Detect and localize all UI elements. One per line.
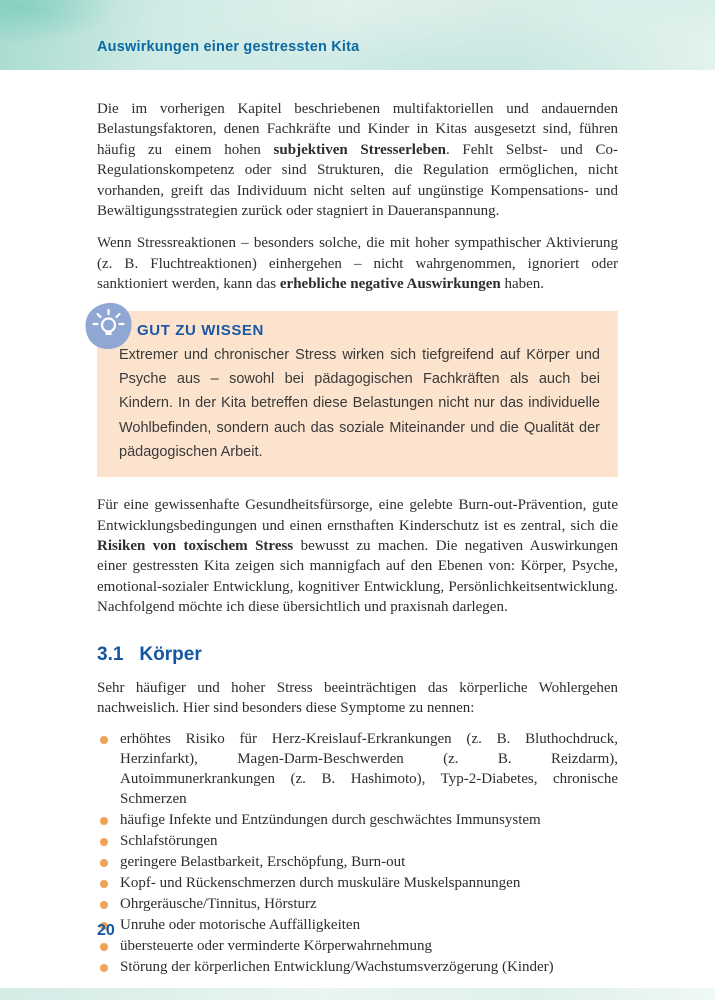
paragraph-2-text-end: haben. — [500, 276, 545, 293]
list-item — [97, 853, 618, 873]
list-item — [97, 958, 618, 978]
list-item-text: übersteuerte oder verminderte Körperwahrnehmung — [120, 937, 432, 954]
bullet-icon — [100, 943, 108, 951]
bullet-icon — [100, 817, 108, 825]
section-number: 3.1 — [97, 643, 124, 665]
bullet-icon — [100, 859, 108, 867]
page-number: 20 — [97, 922, 115, 939]
header-band — [0, 0, 715, 70]
footer-band — [0, 988, 715, 1000]
list-item-text: geringere Belastbarkeit, Erschöpfung, Burn-out — [120, 854, 406, 871]
paragraph-2 — [97, 233, 618, 294]
list-item-text: Störung der körperlichen Entwicklung/Wachstumsverzögerung (Kinder) — [120, 958, 554, 975]
list-item — [97, 937, 618, 957]
list-item-text: häufige Infekte und Entzündungen durch geschwächtes Immunsystem — [120, 812, 541, 829]
list-item — [97, 916, 618, 936]
bullet-icon — [100, 838, 108, 846]
paragraph-3 — [97, 495, 618, 617]
list-item — [97, 730, 618, 810]
lightbulb-icon — [84, 302, 133, 350]
list-item-text: Schlafstörungen — [120, 833, 218, 850]
bullet-icon — [100, 901, 108, 909]
bullet-icon — [100, 736, 108, 744]
section-heading — [97, 644, 618, 666]
list-item-text: Unruhe oder motorische Auffälligkeiten — [120, 916, 361, 933]
paragraph-4: Sehr häufiger und hoher Stress beeinträchtigen das körperliche Wohlergehen nachweislich. Hier sind besonders diese Symptome zu nennen: — [97, 679, 618, 717]
paragraph-1-text-end: . Fehlt Selbst- und Co-Regulationskompetenz oder sind Strukturen, die Regulation ermöglichen, nicht vorhanden, greift das Individuum nicht selten auf ungünstige Kompensations- und Bewältigungsstrategien zurück oder stagniert in Daueranspannung. — [97, 141, 618, 219]
list-item-text: Kopf- und Rückenschmerzen durch muskuläre Muskelspannungen — [120, 875, 521, 891]
paragraph-3-text-end: bewusst zu machen. Die negativen Auswirkungen einer gestressten Kita zeigen sich mannigfach auf den Ebenen von: Körper, Psyche, emotional-sozialer Entwicklung, kognitiver Entwicklung, Persönlichkeitsentwicklung. Nachfolgend möchte ich diese übersichtlich und praxisnah darlegen. — [97, 538, 618, 616]
section-title: Körper — [139, 643, 202, 665]
info-box-title: GUT ZU WISSEN — [137, 321, 264, 339]
page-content — [0, 70, 715, 979]
list-item — [97, 811, 618, 831]
bullet-icon — [100, 880, 108, 888]
symptom-list — [97, 730, 618, 977]
paragraph-1-text: Die im vorherigen Kapitel beschriebenen multifaktoriellen und andauernden Belastungsfaktoren, denen Fachkräfte und Kinder in Kitas ausgesetzt sind, führen häufig zu einem hohen — [97, 101, 618, 158]
paragraph-2-bold: erhebliche negative Auswirkungen — [279, 276, 501, 293]
paragraph-3-text: Für eine gewissenhafte Gesundheitsfürsorge, eine gelebte Burn-out-Prävention, gute Entwicklungsbedingungen und einen ernsthaften Kinderschutz ist es zentral, sich die — [97, 497, 618, 534]
running-head: Auswirkungen einer gestressten Kita — [97, 39, 360, 55]
paragraph-3-bold: Risiken von toxischem Stress — [97, 538, 294, 555]
list-item — [97, 895, 618, 915]
info-box-body: Extremer und chronischer Stress wirken sich tiefgreifend auf Körper und Psyche aus – sowohl bei pädagogischen Fachkräften als auch bei Kindern. In der Kita betreffen diese Belastungen nicht nur das individuelle Wohlbefinden, sondern auch das soziale Miteinander und die Qualität der pädagogischen Arbeit. — [119, 346, 600, 460]
list-item-text: erhöhtes Risiko für Herz-Kreislauf-Erkrankungen (z. B. Bluthochdruck, Herzinfarkt), Magen-Darm-Beschwerden (z. B. Reizdarm), Autoimmunerkrankungen (z. B. Hashimoto), Typ-2-Diabetes, chronische Schmerzen — [120, 731, 618, 808]
paragraph-1-bold: subjektiven Stresserleben — [273, 141, 446, 158]
list-item-text: Ohrgeräusche/Tinnitus, Hörsturz — [120, 895, 317, 912]
paragraph-2-text: Wenn Stressreaktionen – besonders solche, die mit hoher sympathischer Aktivierung (z. B. Fluchtreaktionen) einhergehen – nicht wahrgenommen, ignoriert oder sanktioniert werden, kann das — [97, 235, 618, 293]
list-item — [97, 832, 618, 852]
list-item — [97, 874, 618, 894]
text-column — [0, 99, 715, 978]
bullet-icon — [100, 964, 108, 972]
info-box — [97, 311, 618, 478]
paragraph-1 — [97, 99, 618, 221]
